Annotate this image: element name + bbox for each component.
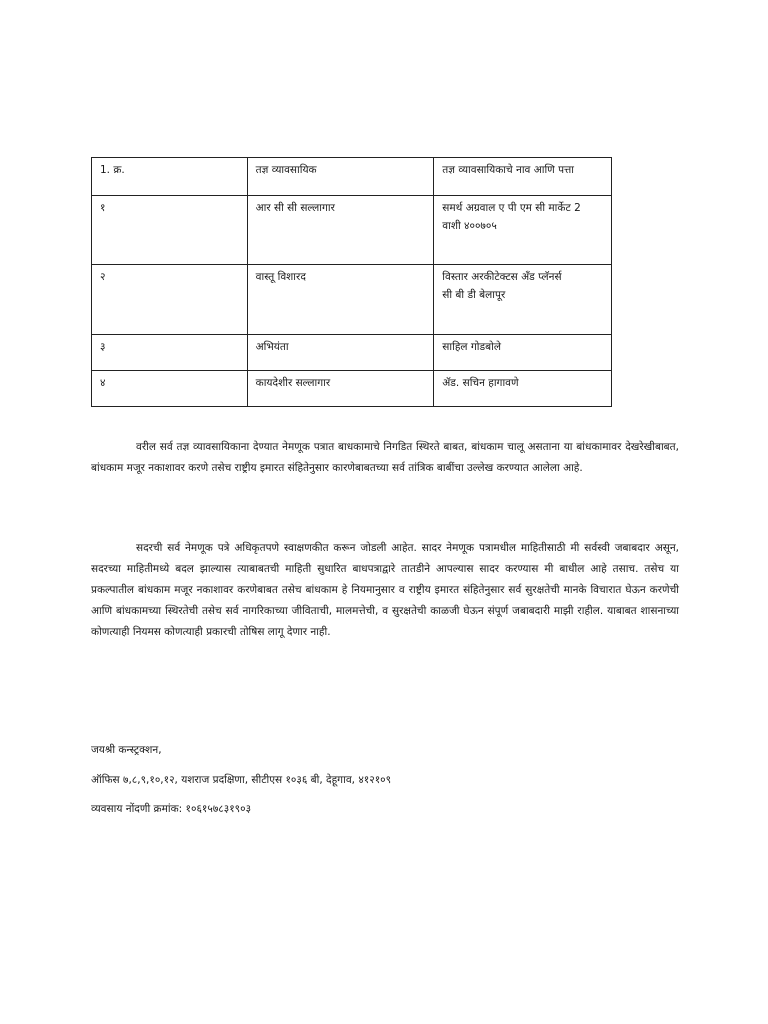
experts-table bbox=[91, 157, 612, 407]
table-row bbox=[92, 335, 612, 371]
detail-line: समर्थ अग्रवाल ए पी एम सी मार्केट 2 bbox=[442, 202, 581, 214]
row-serial-number: २ bbox=[92, 265, 248, 335]
row-expert-details bbox=[434, 371, 612, 407]
header-expert-type: तज्ञ व्यावसायिक bbox=[247, 158, 434, 196]
row-expert-type: कायदेशीर सल्लागार bbox=[247, 371, 434, 407]
detail-line: साहिल गोडबोले bbox=[442, 341, 501, 353]
row-serial-number: १ bbox=[92, 196, 248, 265]
detail-line: वाशी ४००७०५ bbox=[442, 220, 497, 232]
row-expert-details bbox=[434, 335, 612, 371]
table-row bbox=[92, 265, 612, 335]
row-expert-type: वास्तू विशारद bbox=[247, 265, 434, 335]
responsibility-declaration-paragraph: सदरची सर्व नेमणूक पत्रे अधिकृतपणे स्वाक्षणकीत करून जोडली आहेत. सादर नेमणूक पत्रामधील माहितीसाठी मी सर्वस्वी जबाबदार असून, सदरच्या माहितीमध्ये बदल झाल्यास त्याबाबतची माहिती सुधारित बाधपत्राद्वारे तातडीने आपल्यास सादर करण्यास मी बाधील आहे तसाच. तसेच या प्रकल्पातील बांधकाम मजूर नकाशावर करणेबाबत तसेच बांधकाम हे नियमानुसार व राष्ट्रीय इमारत संहितेनुसार सर्व सुरक्षतेची मानके विचारात घेऊन करणेची आणि बांधकामच्या स्थिरतेची तसेच सर्व नागरिकाच्या जीविताची, मालमत्तेची, व सुरक्षतेची काळजी घेऊन संपूर्ण जबाबदारी माझी राहील. याबाबत शासनाच्या कोणत्याही नियमस कोणत्याही प्रकारची तोषिस लागू देणार नाही. bbox=[91, 542, 679, 638]
company-address: ऑफिस ७,८,९,१०,१२, यशराज प्रदक्षिणा, सीटीएस १०३६ बी, देहूगाव, ४१२१०९ bbox=[91, 774, 392, 786]
detail-line: ॲड. सचिन हागावणे bbox=[442, 377, 519, 389]
row-expert-details bbox=[434, 265, 612, 335]
business-registration-number: व्यवसाय नोंदणी क्रमांक: १०६१५७८३१९०३ bbox=[91, 803, 252, 815]
company-name: जयश्री कन्स्ट्रक्शन, bbox=[91, 744, 162, 756]
detail-line: सी बी डी बेलापूर bbox=[442, 289, 506, 301]
header-serial-number: 1. क्र. bbox=[92, 158, 248, 196]
header-expert-name-address: तज्ञ व्यावसायिकाचे नाव आणि पत्ता bbox=[434, 158, 612, 196]
row-expert-details bbox=[434, 196, 612, 265]
detail-line: विस्तार अरकीटेक्टस अँड प्लॅनर्स bbox=[442, 271, 562, 283]
table-row bbox=[92, 371, 612, 407]
technical-scope-paragraph: वरील सर्व तज्ञ व्यावसायिकाना देण्यात नेमणूक पत्रात बाधकामाचे निगडित स्थिरते बाबत, बांधकाम चालू असताना या बांधकामावर देखरेखीबाबत, बांधकाम मजूर नकाशावर करणे तसेच राष्ट्रीय इमारत संहितेनुसार कारणेबाबतच्या सर्व तांत्रिक बाबींचा उल्लेख करण्यात आलेला आहे. bbox=[91, 441, 679, 474]
row-expert-type: आर सी सी सल्लागार bbox=[247, 196, 434, 265]
table-row bbox=[92, 196, 612, 265]
row-serial-number: ३ bbox=[92, 335, 248, 371]
row-serial-number: ४ bbox=[92, 371, 248, 407]
table-header-row bbox=[92, 158, 612, 196]
row-expert-type: अभियंता bbox=[247, 335, 434, 371]
